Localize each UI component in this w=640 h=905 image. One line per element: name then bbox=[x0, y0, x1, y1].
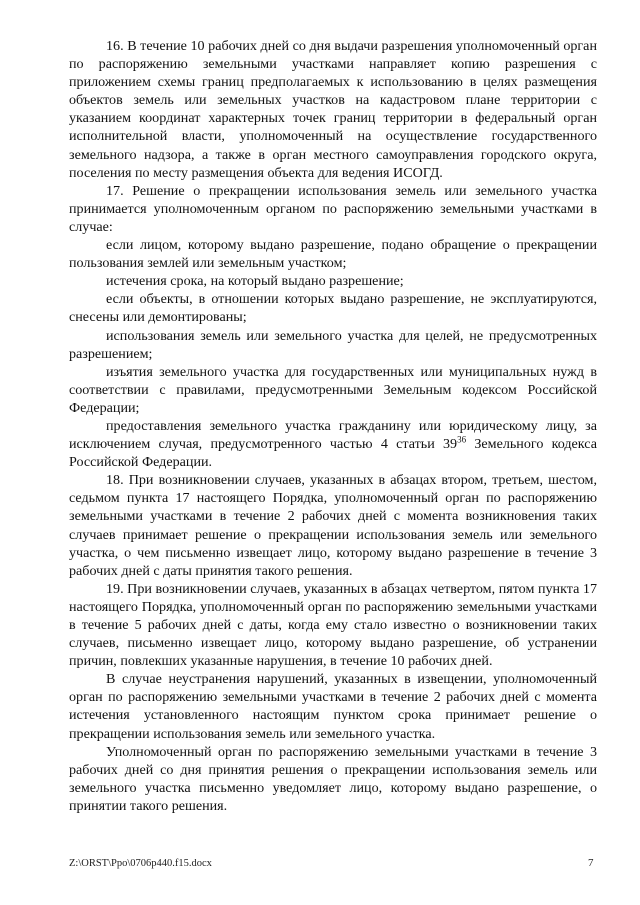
paragraph-18: 18. При возникновении случаев, указанных в абзацах втором, третьем, шестом, седьмом пункта 17 настоящего Порядка, уполномоченный орган по распоряжению земельными участками в течение 2 рабочих дней с момента возникновения таких случаев принимает решение о прекращении использования земель или земельного участка, о чем письменно извещает лицо, которому выдано разрешение в течение 3 рабочих дней с даты принятия такого решения. bbox=[69, 472, 597, 579]
footer-file-path: Z:\ORST\Ppo\0706p440.f15.docx bbox=[69, 858, 212, 869]
list-item-improper-use: использования земель или земельного участка для целей, не предусмотренных разрешением; bbox=[69, 327, 597, 362]
list-item-seizure: изъятия земельного участка для государственных или муниципальных нужд в соответствии с правилами, предусмотренными Земельным кодексом Российской Федерации; bbox=[69, 363, 597, 416]
list-item-transfer bbox=[69, 417, 597, 471]
paragraph-19-unremedied: В случае неустранения нарушений, указанных в извещении, уполномоченный орган по распоряжению земельными участками в течение 2 рабочих дней с момента истечения установленного настоящим пунктом срока принимает решение о прекращении использования земель или земельного участка. bbox=[69, 671, 597, 742]
list-item-objects-removed: если объекты, в отношении которых выдано разрешение, не эксплуатируются, снесены или демонтированы; bbox=[69, 291, 597, 326]
document-body bbox=[69, 37, 597, 815]
list-item-term-expiry: истечения срока, на который выдано разрешение; bbox=[106, 273, 404, 290]
paragraph-16: 16. В течение 10 рабочих дней со дня выдачи разрешения уполномоченный орган по распоряжению земельными участками направляет копию разрешения с приложением схемы границ предполагаемых к использованию в целях размещения объектов земель или земельных участков на кадастровом плане территории с указанием координат характерных точек границ территории в федеральный орган исполнительной власти, уполномоченный на осуществление государственного земельного надзора, а также в орган местного самоуправления городского округа, поселения по месту размещения объекта для ведения ИСОГД. bbox=[69, 38, 597, 181]
paragraph-19-notification: Уполномоченный орган по распоряжению земельными участками в течение 3 рабочих дней со дня принятия решения о прекращении использования земель или земельного участка письменно уведомляет лицо, которому выдано разрешение, о принятии такого решения. bbox=[69, 743, 597, 814]
paragraph-17: 17. Решение о прекращении использования земель или земельного участка принимается уполномоченным органом по распоряжению земельными участками в случае: bbox=[69, 182, 597, 235]
transfer-text: предоставления земельного участка гражданину или юридическому лицу, за исключением случая, предусмотренного частью 4 статьи 39 bbox=[69, 417, 597, 453]
article-superscript: 36 bbox=[457, 434, 467, 445]
transfer-text-end: Земельного кодекса Российской Федерации. bbox=[69, 436, 597, 471]
page-number: 7 bbox=[588, 857, 594, 869]
list-item-request-termination: если лицом, которому выдано разрешение, подано обращение о прекращении пользования землей или земельным участком; bbox=[69, 237, 597, 272]
paragraph-19: 19. При возникновении случаев, указанных в абзацах четвертом, пятом пункта 17 настоящего Порядка, уполномоченный орган по распоряжению земельными участками в течение 5 рабочих дней с даты, когда ему стало известно о возникновении таких случаев, письменно извещает лицо, которому выдано разрешение, об устранении причин, повлекших указанные нарушения, в течение 10 рабочих дней. bbox=[69, 580, 597, 670]
